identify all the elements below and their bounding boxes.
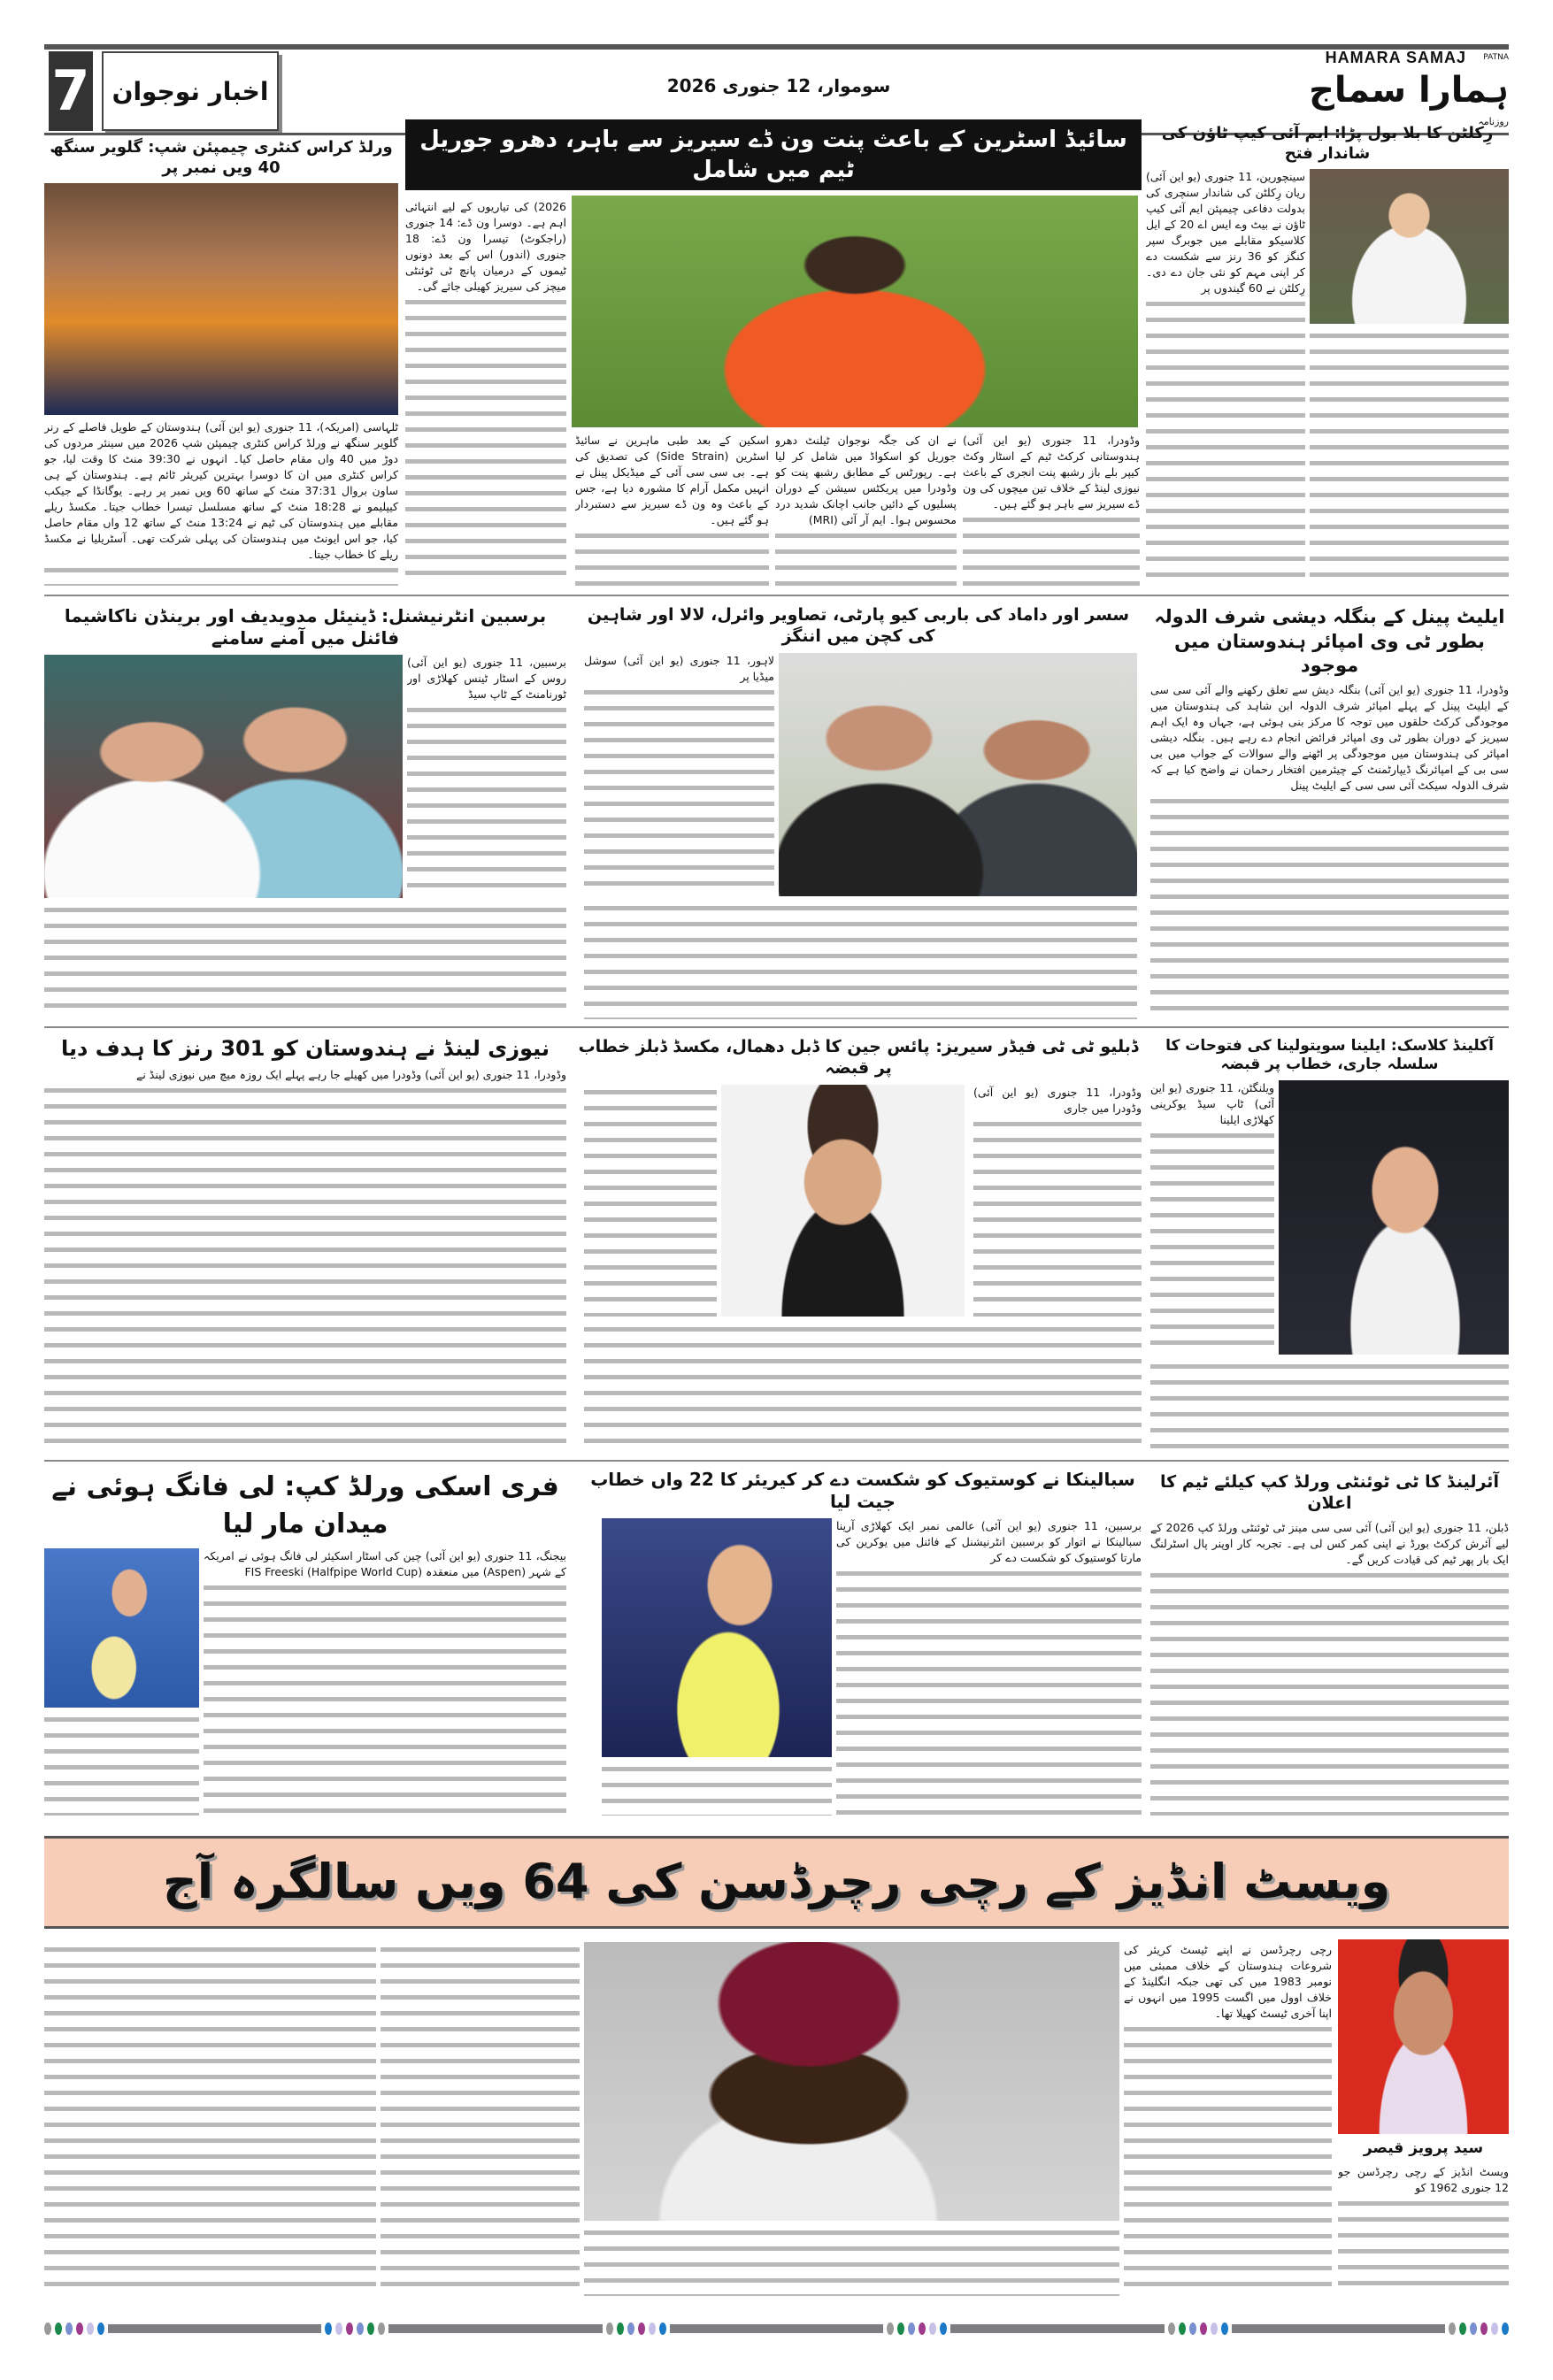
article-body-brisbane: برسبین، 11 جنوری (یو این آئی) روس کے اسٹار ٹینس کھلاڑی اور ٹورنامنٹ کے ٹاپ سیڈ [407, 655, 566, 898]
logo-urdu: ہمارا سماج [1309, 70, 1509, 111]
photo-author-parvez-qaiser [1338, 1939, 1509, 2134]
headline-sabalenka: سبالینکا نے کوستیوک کو شکست دے کر کیریئر کا 22 واں خطاب جیت لیا [590, 1469, 1135, 1512]
article-body-pant-col-3: اسکین کے بعد طبی ماہرین نے سائیڈ اسٹرین (Side Strain) کی تصدیق کی ہے۔ بی سی سی آئی کے میڈیکل پینل نے انہیں مکمل آرام کا مشورہ دیا ہے، جس کے باعث وہ ون ڈے سیریز سے دستبردار ہو گئے ہیں۔ [575, 433, 769, 586]
divider [44, 595, 1509, 596]
headline-cross-country: ورلڈ کراس کنٹری چیمپئن شپ: گلویر سنگھ 40 ویں نمبر پر [50, 138, 393, 177]
article-freeski [44, 1469, 566, 1816]
article-body-freeski: بیجنگ، 11 جنوری (یو این آئی) چین کی اسٹار اسکیئر لی فانگ ہوئی نے امریکہ کے شہر (Aspen) میں منعقدہ FIS Freeski (Halfpipe World Cup) [204, 1548, 566, 1816]
author-name: سید پرویز قیصر [1363, 2139, 1484, 2157]
article-body-auckland: ویلنگٹن، 11 جنوری (یو این آئی) ٹاپ سیڈ یوکرینی کھلاڑی ایلینا [1150, 1080, 1274, 1355]
headline-ireland: آئرلینڈ کا ٹی ٹوئنٹی ورلڈ کپ کیلئے ٹیم کا اعلان [1160, 1472, 1499, 1513]
photo-afridi-shaheen [779, 653, 1137, 896]
article-body-freeski-2 [44, 1712, 199, 1816]
article-body-cross-country: ٹلہاسی (امریکہ)، 11 جنوری (یو این آئی) ہندوستان کے طویل فاصلے کے رنر گلویر سنگھ نے ورلڈ کراس کنٹری چیمپئن شپ 2026 میں سینئر مردوں کی دوڑ میں 40 واں مقام حاصل کیا۔ انہوں نے 39:30 منٹ کا وقت لیا، جو کراس کنٹری میں ان کا دوسرا بہترین کیریئر ٹائم ہے۔ ہندوستان کے ہی ساون بروال 37:31 منٹ کے ساتھ 60 ویں نمبر پر رہے۔ یوگانڈا کے جیکب کیپلیمو نے 18:28 منٹ کے ساتھ مسلسل تیسرا خطاب جیتا۔ مکسڈ ریلے مقابلے میں ہندوستان کی ٹیم نے 13:24 منٹ کے ساتھ 12 واں مقام حاصل کیا، جو اس ایونٹ میں ہندوستان کی پہلی شرکت تھی۔ آسٹریلیا نے مکسڈ ریلے کا خطاب جیتا۔ [44, 419, 398, 586]
headline-rickelton: رِکلٹن کا بلا بول پڑا: ایم آئی کیپ ٹاؤن کی شاندار فتح [1161, 124, 1494, 163]
page-number: 7 [49, 51, 93, 131]
headline-brisbane: برسبین انٹرنیشنل: ڈینیئل مدویدیف اور برینڈن ناکاشیما فائنل میں آمنے سامنے [64, 605, 547, 649]
article-body-wtt-3 [584, 1322, 1142, 1452]
article-ireland [1150, 1472, 1509, 1816]
article-body-richardson: رچی رچرڈسن نے اپنے ٹیسٹ کریئر کی شروعات ہندوستان کے خلاف ممبئی میں نومبر 1983 میں کی تھی جبکہ انگلینڈ کے خلاف اوول میں اگست 1995 میں انہوں نے اپنا آخری ٹیسٹ کھیلا تھا۔ [1124, 1942, 1332, 2296]
article-body-pant-col-2: نے ان کی جگہ نوجوان ٹیلنٹ دھرو جوریل کو اسکواڈ میں شامل کر لیا ہے۔ رپورٹس کے مطابق رشبھ پنت کو وڈودرا میں پریکٹس سیشن کے دوران پسلیوں کے دائیں جانب اچانک شدید درد محسوس ہوا۔ ایم آر آئی (MRI) [775, 433, 957, 586]
article-body-sabalenka: برسبین، 11 جنوری (یو این آئی) عالمی نمبر ایک کھلاڑی آرینا سبالینکا نے اتوار کو برسبین انٹرنیشنل کے فائنل میں یوکرین کی مارتا کوستیوک کو شکست دے کر [836, 1518, 1142, 1816]
photo-medvedev-nakashima [44, 655, 403, 898]
issue-date: سوموار، 12 جنوری 2026 [666, 75, 891, 96]
article-body-wtt-2 [584, 1085, 717, 1317]
divider [44, 1460, 1509, 1462]
article-cross-country [44, 138, 398, 586]
article-body-sabalenka-2 [602, 1762, 832, 1816]
photo-sabalenka [602, 1518, 832, 1757]
photo-svitolina [1279, 1080, 1509, 1355]
article-pant [405, 119, 1142, 586]
logo-english: HAMARA SAMAJ [1325, 49, 1466, 66]
photo-payas-jain [721, 1085, 965, 1317]
photo-rishabh-pant [572, 196, 1138, 427]
article-brisbane [44, 605, 566, 1019]
headline-pant-main: سائیڈ اسٹرین کے باعث پنت ون ڈے سیریز سے باہر، دھرو جوریل ٹیم میں شامل [405, 119, 1142, 190]
article-bbq [580, 605, 1137, 1019]
article-body-umpire: وڈودرا، 11 جنوری (یو این آئی) بنگلہ دیش سے تعلق رکھنے والے آئی سی سی کے ایلیٹ پینل کے پہلے امپائر شرف الدولہ ابن شاہد کی ہندوستان میں موجودگی کرکٹ حلقوں میں توجہ کا مرکز بنی ہوئی ہے، جہاں وہ ایک اہم سیریز کے دوران بطور ٹی وی امپائر فرائض انجام دے رہے ہیں۔ بنگلہ دیشی امپائر کی ہندوستان میں موجودگی پر اٹھنے والے سوالات کے جواب میں بی سی بی کے امپائرنگ ڈیپارٹمنٹ کے چیئرمین افتخار رحمان نے واضح کیا ہے کہ شرف الدولہ سیکٹ آئی سی سی کے ایلیٹ پینل [1150, 682, 1509, 1019]
headline-wtt: ڈبلیو ٹی ٹی فیڈر سیریز: پائس جین کا ڈبل دھمال، مکسڈ ڈبلز خطاب پر قبضہ [578, 1037, 1139, 1078]
photo-runner [44, 183, 398, 415]
photo-rickelton [1310, 169, 1509, 324]
divider [44, 1026, 1509, 1028]
article-body-rickelton-2 [1310, 328, 1509, 586]
article-body-bbq-2 [584, 901, 1137, 1020]
article-umpire [1150, 605, 1509, 1019]
article-auckland [1150, 1037, 1509, 1451]
article-wtt [575, 1037, 1142, 1451]
headline-freeski: فری اسکی ورلڈ کپ: لی فانگ ہوئی نے میدان مار لیا [51, 1471, 559, 1539]
headline-richardson-banner: ویسٹ انڈیز کے رچی رچرڈسن کی 64 ویں سالگرہ آج [44, 1836, 1509, 1929]
article-body-richardson-3 [44, 1942, 376, 2296]
article-body-ireland: ڈبلن، 11 جنوری (یو این آئی) آئی سی سی مینز ٹی ٹوئنٹی ورلڈ کپ 2026 کے لیے آئرش کرکٹ بورڈ نے اپنی کمر کس لی ہے۔ تجربہ کار اوپنر پال اسٹرلنگ ایک بار پھر ٹیم کی قیادت کریں گے۔ [1150, 1520, 1509, 1816]
article-body-bbq: لاہور، 11 جنوری (یو این آئی) سوشل میڈیا پر [584, 653, 774, 896]
headline-bbq: سسر اور داماد کی باربی کیو پارٹی، تصاویر وائرل، لالا اور شاہین کی کچن میں اننگز [587, 605, 1130, 646]
article-body-wtt: وڈودرا، 11 جنوری (یو این آئی) وڈودرا میں جاری [973, 1085, 1142, 1317]
section-title: اخبار نوجوان [102, 51, 279, 131]
article-body-richardson-2 [381, 1942, 580, 2296]
photo-li-fanghui [44, 1548, 199, 1708]
article-body-pant-col-a: 2026) کی تیاریوں کے لیے انتہائی اہم ہے۔ دوسرا ون ڈے: 14 جنوری (راجکوٹ) تیسرا ون ڈے: 18 جنوری (اندور) اس کے بعد دونوں ٹیموں کے درمیان پانچ ٹی ٹوئنٹی میچز کی سیریز کھیلی جائے گی۔ [405, 199, 566, 586]
headline-umpire-2: بطور ٹی وی امپائر ہندوستان میں موجود [1174, 631, 1485, 676]
article-rickelton [1146, 124, 1509, 586]
article-nz-target [44, 1035, 566, 1451]
article-body-rickelton: سینچورین، 11 جنوری (یو این آئی) ریان رِکلٹن کی شاندار سنچری کی بدولت دفاعی چیمپئن ایم آئی کیپ ٹاؤن نے بیٹ وے ایس اے 20 کے ایل کلاسیکو مقابلے میں جوبرگ سپر کنگز کو 36 رنز سے شکست دے کر اپنی مہم کو نئی جان دے دی۔ رِکلٹن نے 60 گیندوں پر [1146, 169, 1305, 586]
headline-umpire-1: ایلیٹ پینل کے بنگلہ دیشی شرف الدولہ [1154, 606, 1505, 627]
author-caption: ویسٹ انڈیز کے رچی رچرڈسن جو 12 جنوری 1962 کو [1338, 2164, 1509, 2297]
article-sabalenka [584, 1469, 1142, 1816]
article-body-richardson-4 [584, 2225, 1119, 2296]
article-body-brisbane-2 [44, 902, 566, 1019]
logo-daily: روزنامہ [1478, 116, 1509, 127]
headline-auckland: آکلینڈ کلاسک: ایلینا سویتولینا کی فتوحات کا سلسلہ جاری، خطاب پر قبضہ [1165, 1037, 1494, 1074]
article-body-auckland-2 [1150, 1359, 1509, 1452]
photo-richie-richardson [584, 1942, 1119, 2221]
footer-decoration [44, 2322, 1509, 2335]
newspaper-logo [1274, 49, 1509, 133]
logo-city: PATNA [1483, 53, 1509, 62]
headline-nz-target: نیوزی لینڈ نے ہندوستان کو 301 رنز کا ہدف دیا [61, 1036, 550, 1061]
article-body-nz-target: وڈودرا، 11 جنوری (یو این آئی) وڈودرا میں کھیلے جا رہے پہلے ایک روزہ میچ میں نیوزی لینڈ نے [44, 1067, 566, 1451]
article-body-pant-col-1: وڈودرا، 11 جنوری (یو این آئی) ہندوستانی کرکٹ ٹیم کے اسٹار وکٹ کیپر بلے باز رشبھ پنت انجری کے باعث نیوزی لینڈ کے خلاف تین میچوں کی ون ڈے سیریز سے باہر ہو گئے ہیں۔ [963, 433, 1140, 586]
